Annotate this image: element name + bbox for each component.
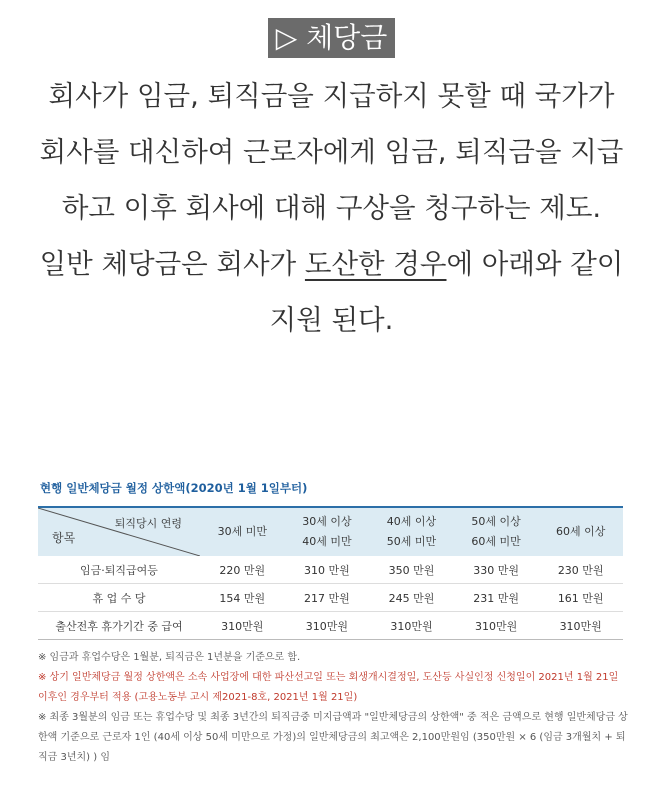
line4-post: 에 아래와 같이	[446, 248, 624, 280]
header-corner-cell	[38, 507, 200, 556]
table-cell: 220 만원	[200, 556, 285, 584]
table-cell: 330 만원	[454, 556, 539, 584]
description-paragraph	[20, 68, 643, 348]
column-header: 50세 이상 60세 미만	[471, 515, 521, 548]
table-cell: 161 만원	[538, 584, 623, 612]
row-label: 출산전후 휴가기간 중 급여	[38, 612, 200, 640]
paragraph-line-4	[20, 236, 643, 292]
table-cell: 310 만원	[285, 556, 370, 584]
row-label: 휴 업 수 당	[38, 584, 200, 612]
table-cell: 310만원	[454, 612, 539, 640]
table-cell: 230 만원	[538, 556, 623, 584]
table-cell: 310만원	[369, 612, 454, 640]
note-1: ※ 임금과 휴업수당은 1월분, 퇴직금은 1년분을 기준으로 함.	[38, 652, 301, 663]
table-row	[38, 612, 623, 640]
column-header: 30세 미만	[217, 525, 267, 538]
paragraph-line-2: 회사를 대신하여 근로자에게 임금, 퇴직금을 지급	[39, 136, 624, 168]
column-header: 60세 이상	[556, 525, 606, 538]
table-cell: 154 만원	[200, 584, 285, 612]
row-label: 임금·퇴직급여등	[38, 556, 200, 584]
section-title: ▷ 체당금	[268, 18, 396, 58]
table-row	[38, 556, 623, 584]
table-row	[38, 584, 623, 612]
table-cell: 310만원	[285, 612, 370, 640]
line4-pre: 일반 체당금은 회사가	[39, 248, 305, 280]
table-cell: 231 만원	[454, 584, 539, 612]
title-wrap	[0, 18, 663, 58]
table-cell: 245 만원	[369, 584, 454, 612]
table-cell: 310만원	[200, 612, 285, 640]
table-cell: 217 만원	[285, 584, 370, 612]
underlined-text: 도산한 경우	[304, 248, 447, 280]
notes	[38, 648, 628, 768]
paragraph-line-1: 회사가 임금, 퇴직금을 지급하지 못할 때 국가가	[48, 80, 615, 112]
table-block	[38, 480, 623, 640]
column-header: 40세 이상 50세 미만	[386, 515, 437, 548]
limit-table	[38, 506, 623, 640]
table-cell: 350 만원	[369, 556, 454, 584]
header-age-label: 퇴직당시 연령	[114, 517, 182, 530]
paragraph-line-3: 하고 이후 회사에 대해 구상을 청구하는 제도.	[61, 192, 602, 224]
table-cell: 310만원	[538, 612, 623, 640]
paragraph-line-5: 지원 된다.	[269, 304, 394, 336]
column-header: 30세 이상 40세 미만	[302, 515, 352, 548]
table-title: 현행 일반체당금 월정 상한액(2020년 1월 1일부터)	[40, 481, 308, 495]
note-2: ※ 상기 일반체당금 월정 상한액은 소속 사업장에 대한 파산선고일 또는 회생개시결정일, 도산등 사실인정 신청일이 2021년 1월 21일 이후인 경우부터 적용 (고용노동부 고시 제2021-8호, 2021년 1월 21일)	[38, 672, 619, 703]
header-item-label: 항목	[52, 531, 76, 545]
table-header-row	[38, 507, 623, 556]
note-3: ※ 최종 3월분의 임금 또는 휴업수당 및 최종 3년간의 퇴직금중 미지급액과 "일반체당금의 상한액" 중 적은 금액으로 현행 일반체당금 상한액 기준으로 근로자 1인 (40세 이상 50세 미만으로 가정)의 일반체당금의 최고액은 2,100만원임 (350만원 × 6 (임금 3개월치 + 퇴직금 3년치) ) 임	[38, 712, 628, 763]
